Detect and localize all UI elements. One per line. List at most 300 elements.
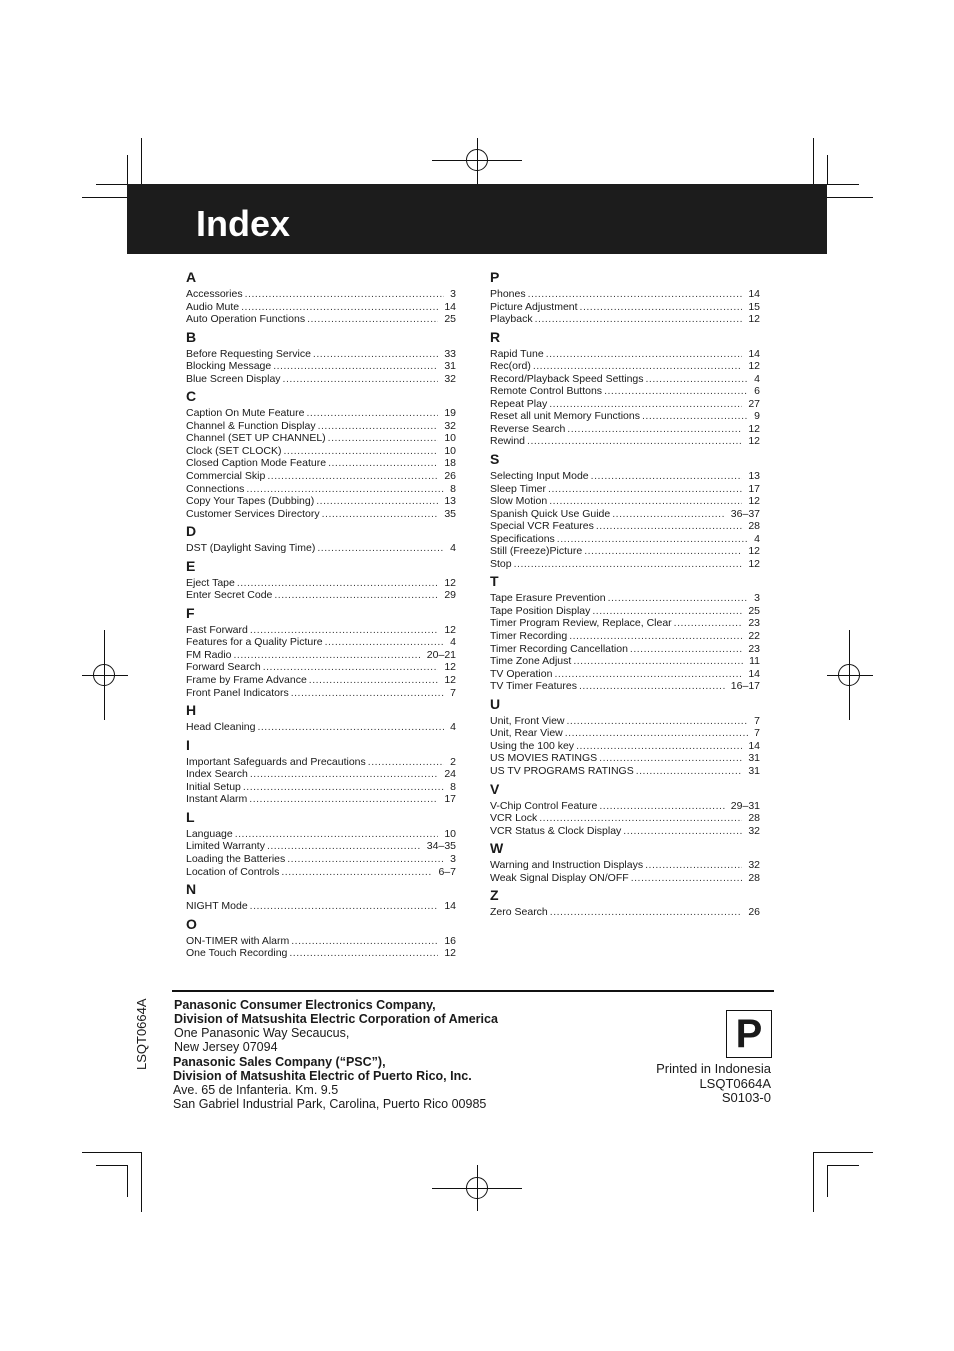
index-page: 26	[748, 906, 760, 919]
dot-leader	[291, 935, 438, 948]
address-line: Ave. 65 de Infanteria. Km. 9.5	[173, 1083, 339, 1097]
section-letter: D	[186, 523, 197, 540]
index-column-right	[490, 266, 760, 919]
index-page: 13	[748, 470, 760, 483]
dot-leader	[557, 533, 748, 546]
index-section-w	[490, 837, 760, 884]
index-term: NIGHT Mode	[186, 900, 248, 913]
index-term: VCR Lock	[490, 812, 538, 825]
index-term: Picture Adjustment	[490, 300, 578, 313]
index-section-f	[186, 602, 456, 699]
index-term: Timer Recording Cancellation	[490, 642, 628, 655]
index-page: 10	[444, 827, 456, 840]
index-page: 10	[444, 444, 456, 457]
index-page: 14	[748, 347, 760, 360]
index-entry	[186, 313, 456, 326]
index-entry	[186, 828, 456, 841]
index-term: Frame by Frame Advance	[186, 674, 307, 687]
index-term: Audio Mute	[186, 300, 240, 313]
index-page: 22	[748, 630, 760, 643]
section-letter: F	[186, 604, 195, 621]
dot-leader	[550, 906, 743, 919]
index-entry	[186, 445, 456, 458]
index-entry	[490, 545, 760, 558]
index-entry	[490, 655, 760, 668]
index-term: Channel (SET UP CHANNEL)	[186, 432, 326, 445]
index-entry	[490, 508, 760, 521]
index-page: 3	[450, 288, 456, 300]
index-page: 31	[444, 360, 456, 373]
index-entry	[186, 900, 456, 913]
dot-leader	[646, 373, 749, 386]
index-entry	[186, 853, 456, 866]
index-entry	[490, 630, 760, 643]
index-entry	[186, 866, 456, 879]
index-page: 28	[748, 812, 760, 825]
dot-leader	[596, 520, 742, 533]
index-page: 8	[450, 482, 456, 495]
index-page: 25	[748, 604, 760, 617]
index-page: 18	[444, 457, 456, 470]
section-letter: W	[490, 840, 504, 857]
index-entry	[490, 680, 760, 693]
index-page: 20–21	[426, 648, 456, 661]
dot-leader	[636, 765, 743, 778]
index-entry	[490, 752, 760, 765]
index-entry	[186, 432, 456, 445]
index-page: 12	[444, 674, 456, 687]
index-term: Blue Screen Display	[186, 372, 281, 385]
index-term: Using the 100 key	[490, 739, 575, 752]
index-term: Head Cleaning	[186, 721, 256, 734]
section-letter: I	[186, 736, 190, 753]
dot-leader	[234, 649, 421, 662]
index-term: DST (Daylight Saving Time)	[186, 542, 316, 555]
index-term: Instant Alarm	[186, 793, 248, 806]
index-term: US TV PROGRAMS RATINGS	[490, 764, 634, 777]
index-term: Specifications	[490, 532, 555, 545]
index-section-z	[490, 884, 760, 919]
dot-leader	[235, 828, 439, 841]
title-banner	[127, 184, 827, 254]
index-entry	[490, 288, 760, 301]
index-term: One Touch Recording	[186, 947, 288, 960]
index-page: 14	[444, 900, 456, 913]
index-term: Index Search	[186, 768, 248, 781]
dot-leader	[612, 508, 725, 521]
index-entry	[490, 313, 760, 326]
dot-leader	[263, 661, 439, 674]
index-term: Initial Setup	[186, 780, 241, 793]
section-letter: T	[490, 573, 499, 590]
index-entry	[186, 483, 456, 496]
dot-leader	[267, 840, 421, 853]
printed-in: Printed in Indonesia	[656, 1061, 771, 1076]
index-page: 9	[754, 410, 760, 423]
index-term: Enter Secret Code	[186, 589, 273, 602]
address-line: New Jersey 07094	[174, 1040, 278, 1054]
index-page: 3	[754, 592, 760, 605]
index-term: Reset all unit Memory Functions	[490, 410, 640, 423]
dot-leader	[623, 825, 742, 838]
dot-leader	[514, 558, 743, 571]
index-entry	[490, 617, 760, 630]
index-page: 16–17	[730, 680, 760, 693]
footer-divider	[172, 990, 774, 992]
index-page: 14	[748, 288, 760, 300]
index-entry	[186, 577, 456, 590]
index-term: Location of Controls	[186, 865, 280, 878]
index-page: 32	[748, 859, 760, 872]
index-section-s	[490, 448, 760, 570]
dot-leader	[237, 577, 438, 590]
dot-leader	[322, 508, 439, 521]
dot-leader	[284, 445, 439, 458]
p-logo: P	[726, 1010, 772, 1058]
index-section-o	[186, 913, 456, 960]
index-page: 15	[748, 300, 760, 313]
index-section-a	[186, 266, 456, 326]
index-entry	[490, 727, 760, 740]
index-term: Language	[186, 827, 233, 840]
index-page: 12	[748, 545, 760, 558]
index-page: 29	[444, 589, 456, 602]
index-page: 17	[444, 793, 456, 806]
index-term: Important Safeguards and Precautions	[186, 755, 366, 768]
section-letter: R	[490, 328, 501, 345]
index-page: 4	[450, 721, 456, 734]
index-term: Playback	[490, 313, 533, 326]
index-term: Front Panel Indicators	[186, 686, 289, 699]
index-page: 4	[754, 532, 760, 545]
revision-code: S0103-0	[721, 1090, 771, 1105]
dot-leader	[249, 793, 438, 806]
section-letter: O	[186, 915, 197, 932]
index-term: Closed Caption Mode Feature	[186, 457, 327, 470]
dot-leader	[309, 674, 439, 687]
index-page: 35	[444, 507, 456, 520]
section-letter: B	[186, 328, 197, 345]
index-entry	[490, 668, 760, 681]
index-entry	[490, 435, 760, 448]
index-entry	[186, 947, 456, 960]
index-page: 11	[749, 655, 760, 668]
dot-leader	[548, 483, 742, 496]
dot-leader	[283, 373, 439, 386]
dot-leader	[539, 812, 742, 825]
index-term: Limited Warranty	[186, 840, 265, 853]
index-entry	[490, 825, 760, 838]
dot-leader	[567, 715, 749, 728]
dot-leader	[569, 630, 742, 643]
index-term: Customer Services Directory	[186, 507, 320, 520]
index-page: 36–37	[730, 507, 760, 520]
index-page: 12	[444, 947, 456, 960]
dot-leader	[250, 624, 438, 637]
index-entry	[490, 812, 760, 825]
index-entry	[490, 301, 760, 314]
index-section-r	[490, 326, 760, 448]
index-page: 4	[450, 542, 456, 555]
index-entry	[186, 687, 456, 700]
index-section-v	[490, 778, 760, 838]
index-page: 33	[444, 347, 456, 360]
dot-leader	[307, 313, 438, 326]
index-entry	[490, 360, 760, 373]
index-column-left	[186, 266, 456, 960]
index-term: Repeat Play	[490, 397, 548, 410]
index-entry	[490, 605, 760, 618]
section-letter: N	[186, 881, 197, 898]
index-entry	[490, 483, 760, 496]
index-entry	[490, 470, 760, 483]
section-letter: S	[490, 451, 500, 468]
index-term: Special VCR Features	[490, 520, 594, 533]
section-letter: U	[490, 695, 501, 712]
vertical-model-code: LSQT0664A	[134, 998, 149, 1070]
index-entry	[186, 288, 456, 301]
index-entry	[490, 533, 760, 546]
dot-leader	[599, 800, 724, 813]
index-entry	[186, 495, 456, 508]
dot-leader	[528, 288, 743, 301]
index-entry	[490, 765, 760, 778]
index-term: Rec(ord)	[490, 360, 531, 373]
model-code: LSQT0664A	[699, 1075, 771, 1091]
dot-leader	[267, 470, 438, 483]
index-page: 29–31	[730, 799, 760, 812]
index-entry	[490, 740, 760, 753]
index-entry	[186, 840, 456, 853]
index-entry	[490, 643, 760, 656]
index-page: 16	[444, 934, 456, 947]
index-page: 31	[748, 752, 760, 765]
index-term: Caption On Mute Feature	[186, 407, 305, 420]
dot-leader	[328, 432, 439, 445]
company-name: Panasonic Consumer Electronics Company,	[174, 998, 436, 1012]
index-section-h	[186, 699, 456, 734]
section-letter: H	[186, 702, 197, 719]
section-letter: A	[186, 269, 197, 285]
index-term: Forward Search	[186, 661, 261, 674]
dot-leader	[291, 687, 444, 700]
index-entry	[186, 793, 456, 806]
index-term: Zero Search	[490, 906, 548, 919]
index-term: Clock (SET CLOCK)	[186, 444, 282, 457]
index-term: VCR Status & Clock Display	[490, 824, 622, 837]
index-term: Loading the Batteries	[186, 852, 286, 865]
dot-leader	[591, 470, 743, 483]
index-page: 12	[748, 495, 760, 508]
index-page: 2	[450, 755, 456, 768]
index-term: Time Zone Adjust	[490, 655, 572, 668]
dot-leader	[325, 636, 445, 649]
company-name: Panasonic Sales Company (“PSC”),	[173, 1055, 386, 1069]
index-page: 10	[444, 432, 456, 445]
index-entry	[186, 348, 456, 361]
section-letter: P	[490, 269, 500, 285]
index-page: 3	[450, 852, 456, 865]
dot-leader	[243, 781, 444, 794]
index-page: 34–35	[426, 840, 456, 853]
index-term: Blocking Message	[186, 360, 272, 373]
index-page: 23	[748, 642, 760, 655]
index-entry	[490, 495, 760, 508]
page-title: Index	[196, 203, 291, 244]
index-page: 7	[450, 686, 456, 699]
index-term: V-Chip Control Feature	[490, 799, 598, 812]
section-letter: V	[490, 780, 500, 797]
index-term: Rewind	[490, 435, 526, 448]
dot-leader	[535, 313, 743, 326]
dot-leader	[316, 495, 438, 508]
index-page: 12	[748, 360, 760, 373]
index-entry	[186, 624, 456, 637]
index-term: Selecting Input Mode	[490, 470, 589, 483]
index-page: 12	[444, 623, 456, 636]
index-entry	[186, 721, 456, 734]
index-term: Connections	[186, 482, 245, 495]
index-entry	[490, 872, 760, 885]
index-page: 23	[748, 617, 760, 630]
dot-leader	[630, 643, 742, 656]
index-entry	[186, 661, 456, 674]
index-page: 13	[444, 495, 456, 508]
dot-leader	[565, 727, 748, 740]
dot-leader	[318, 420, 439, 433]
index-section-n	[186, 878, 456, 913]
index-entry	[186, 935, 456, 948]
index-term: Commercial Skip	[186, 470, 266, 483]
index-entry	[490, 592, 760, 605]
index-entry	[490, 348, 760, 361]
dot-leader	[573, 655, 743, 668]
index-section-p	[490, 266, 760, 326]
index-page: 6	[754, 385, 760, 398]
index-term: Remote Control Buttons	[490, 385, 603, 398]
index-term: Rapid Tune	[490, 347, 544, 360]
dot-leader	[608, 592, 749, 605]
index-term: Tape Erasure Prevention	[490, 592, 606, 605]
index-section-e	[186, 555, 456, 602]
index-term: TV Timer Features	[490, 680, 577, 693]
index-entry	[186, 781, 456, 794]
index-page: 6–7	[438, 865, 456, 878]
index-term: ON-TIMER with Alarm	[186, 934, 290, 947]
index-entry	[490, 423, 760, 436]
index-entry	[186, 768, 456, 781]
dot-leader	[241, 301, 438, 314]
section-letter: C	[186, 388, 197, 405]
index-page: 32	[444, 372, 456, 385]
index-page: 4	[450, 636, 456, 649]
dot-leader	[674, 617, 743, 630]
index-page: 12	[444, 576, 456, 589]
index-entry	[186, 589, 456, 602]
index-entry	[186, 756, 456, 769]
index-term: TV Operation	[490, 667, 553, 680]
index-entry	[186, 636, 456, 649]
dot-leader	[313, 348, 438, 361]
index-entry	[186, 420, 456, 433]
index-entry	[490, 520, 760, 533]
index-page: 26	[444, 470, 456, 483]
dot-leader	[579, 680, 725, 693]
dot-leader	[368, 756, 444, 769]
dot-leader	[576, 740, 742, 753]
index-term: Fast Forward	[186, 623, 248, 636]
address-line: One Panasonic Way Secaucus,	[174, 1026, 350, 1040]
index-entry	[186, 407, 456, 420]
index-page: 12	[748, 313, 760, 326]
index-term: Record/Playback Speed Settings	[490, 372, 644, 385]
dot-leader	[533, 360, 742, 373]
dot-leader	[289, 947, 438, 960]
index-page: 8	[450, 780, 456, 793]
index-section-t	[490, 570, 760, 692]
index-term: Slow Motion	[490, 495, 548, 508]
section-letter: Z	[490, 887, 499, 904]
index-entry	[186, 649, 456, 662]
index-entry	[490, 859, 760, 872]
index-page: 28	[748, 520, 760, 533]
index-entry	[186, 301, 456, 314]
index-term: US MOVIES RATINGS	[490, 752, 598, 765]
index-term: Accessories	[186, 288, 243, 300]
dot-leader	[527, 435, 742, 448]
dot-leader	[580, 301, 743, 314]
index-term: Phones	[490, 288, 526, 300]
index-page: 17	[748, 482, 760, 495]
index-page: 7	[754, 727, 760, 740]
address-line: San Gabriel Industrial Park, Carolina, Puerto Rico 00985	[173, 1097, 487, 1111]
index-section-d	[186, 520, 456, 555]
index-entry	[186, 373, 456, 386]
company-address-2	[173, 1055, 486, 1111]
index-section-i	[186, 734, 456, 806]
dot-leader	[273, 360, 438, 373]
dot-leader	[287, 853, 444, 866]
dot-leader	[546, 348, 743, 361]
index-term: Still (Freeze)Picture	[490, 545, 583, 558]
index-page: 4	[754, 372, 760, 385]
index-entry	[490, 715, 760, 728]
index-page: 28	[748, 871, 760, 884]
dot-leader	[246, 483, 444, 496]
index-page: 25	[444, 313, 456, 326]
index-entry	[186, 470, 456, 483]
index-term: Weak Signal Display ON/OFF	[490, 871, 629, 884]
index-page: 14	[748, 739, 760, 752]
index-entry	[186, 457, 456, 470]
index-entry	[490, 410, 760, 423]
index-term: Before Requesting Service	[186, 347, 311, 360]
index-term: Auto Operation Functions	[186, 313, 306, 326]
dot-leader	[584, 545, 742, 558]
index-term: Unit, Rear View	[490, 727, 563, 740]
dot-leader	[642, 410, 748, 423]
index-section-l	[186, 806, 456, 878]
index-term: Reverse Search	[490, 422, 566, 435]
dot-leader	[306, 407, 438, 420]
company-address-1	[174, 998, 498, 1054]
index-page: 7	[754, 714, 760, 727]
dot-leader	[250, 900, 439, 913]
dot-leader	[592, 605, 742, 618]
dot-leader	[328, 457, 438, 470]
index-entry	[490, 398, 760, 411]
dot-leader	[549, 495, 742, 508]
